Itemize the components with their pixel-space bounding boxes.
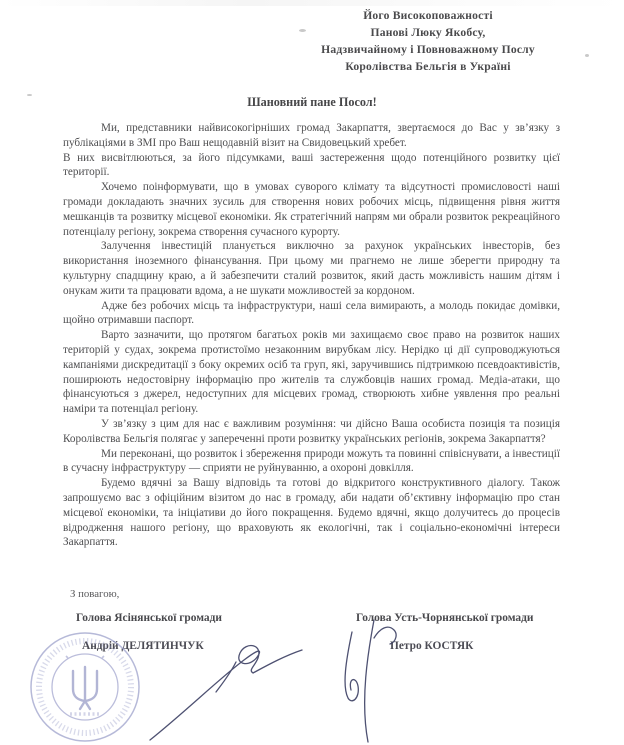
recipient-line: Його Високоповажності <box>363 9 493 22</box>
letter-paragraph: Хочемо поінформувати, що в умовах суворого клімату та відсутності промисловості наші громади докладають значних зусиль для створення нових робочих місць, підвищення рівня життя мешканців та розвитку місцевої економіки. Як стратегічний напрям ми обрали розвиток рекреаційного потенціалу регіону, зокрема створення сучасного курорту. <box>63 181 560 238</box>
letter-paragraph: Ми, представники найвисокогірніших громад Закарпаття, звертаємося до Вас у зв’язку з публікаціями в ЗМІ про Ваш нещодавній візит на Свидовецький хребет. <box>63 122 560 149</box>
letter-paragraph: В них висвітлюються, за його підсумками, ваші застереження щодо потенційного розвитку цієї території. <box>63 151 560 179</box>
letter-body <box>63 121 560 550</box>
signatory-title-left: Голова Ясінянської громади <box>76 612 222 624</box>
letter-paragraph: Ми переконані, що розвиток і збереження природи можуть та повинні співіснувати, а інвестиції в сучасну інфраструктуру — сприяти не руйнуванню, а охороні довкілля. <box>63 447 560 475</box>
salutation: Шановний пане Посол! <box>247 95 377 109</box>
signatory-name-left: Андрій ДЕЛЯТИНЧУК <box>82 640 204 652</box>
letter-paragraph: Адже без робочих місць та інфраструктури, наші села вимирають, а молодь покидає домівки, щойно отримавши паспорт. <box>63 299 560 327</box>
signature-right-icon <box>345 632 358 701</box>
closing-line: З повагою, <box>70 588 120 600</box>
recipient-line: Королівства Бельгія в Україні <box>345 60 511 73</box>
letter-paragraph: У зв’язку з цим для нас є важливим розуміння: чи дійсно Ваша особиста позиція та позиція Королівства Бельгія полягає у запереченні проти розвитку українських регіонів, зокрема Закарпаття? <box>63 417 560 445</box>
recipient-block <box>268 7 588 75</box>
scan-edge-shading <box>0 0 624 6</box>
recipient-line: Панові Люку Якобсу, <box>370 26 486 39</box>
letter-paragraph: Будемо вдячні за Вашу відповідь та готові до відкритого конструктивного діалогу. Також запрошуємо вас з офіційним візитом до нас в громаду, аби надати об’єктивну інформацію про стан місцевої економіки, та ініціативи до його покращення. Будемо вдячні, якщо долучитесь до процесів відродження нашого регіону, що враховують як екологічні, так і соціально-економічні інтереси Закарпаття. <box>63 477 560 549</box>
letter-paragraph: Залучення інвестицій планується виключно за рахунок українських інвесторів, без використання іноземного фінансування. При цьому ми прагнемо не лише зберегти природну та культурну спадщину краю, а й забезпечити сталий розвиток, який дасть можливість нашим дітям і онукам жити та працювати вдома, а не шукати можливостей за кордоном. <box>63 240 560 297</box>
recipient-line: Надзвичайному і Повноважному Послу <box>321 43 535 56</box>
signatory-title-right: Голова Усть-Чорнянської громади <box>356 612 534 624</box>
signature-right-icon <box>365 620 374 742</box>
signatory-name-right: Петро КОСТЯК <box>390 640 474 652</box>
signature-left-icon <box>150 646 302 740</box>
signature-right-icon <box>374 627 396 644</box>
letter-paragraph: Варто зазначити, що протягом багатьох років ми захищаємо своє право на розвиток наших територій у судах, зокрема протистоїмо незаконним вирубкам лісу. Нерідко ці дії супроводжуються кампаніями дискредитації з боку окремих осіб та груп, які, заручившись підтримкою псевдоактивістів, поширюють недостовірну інформацію про жителів та службовців наших громад. Медіа-атаки, що фінансуються з джерел, недоступних для місцевих громад, створюють хибне уявлення про реальні наміри та потенціал регіону. <box>63 329 560 416</box>
signature-left-icon <box>216 662 236 692</box>
handwritten-signatures-layer <box>0 600 624 745</box>
